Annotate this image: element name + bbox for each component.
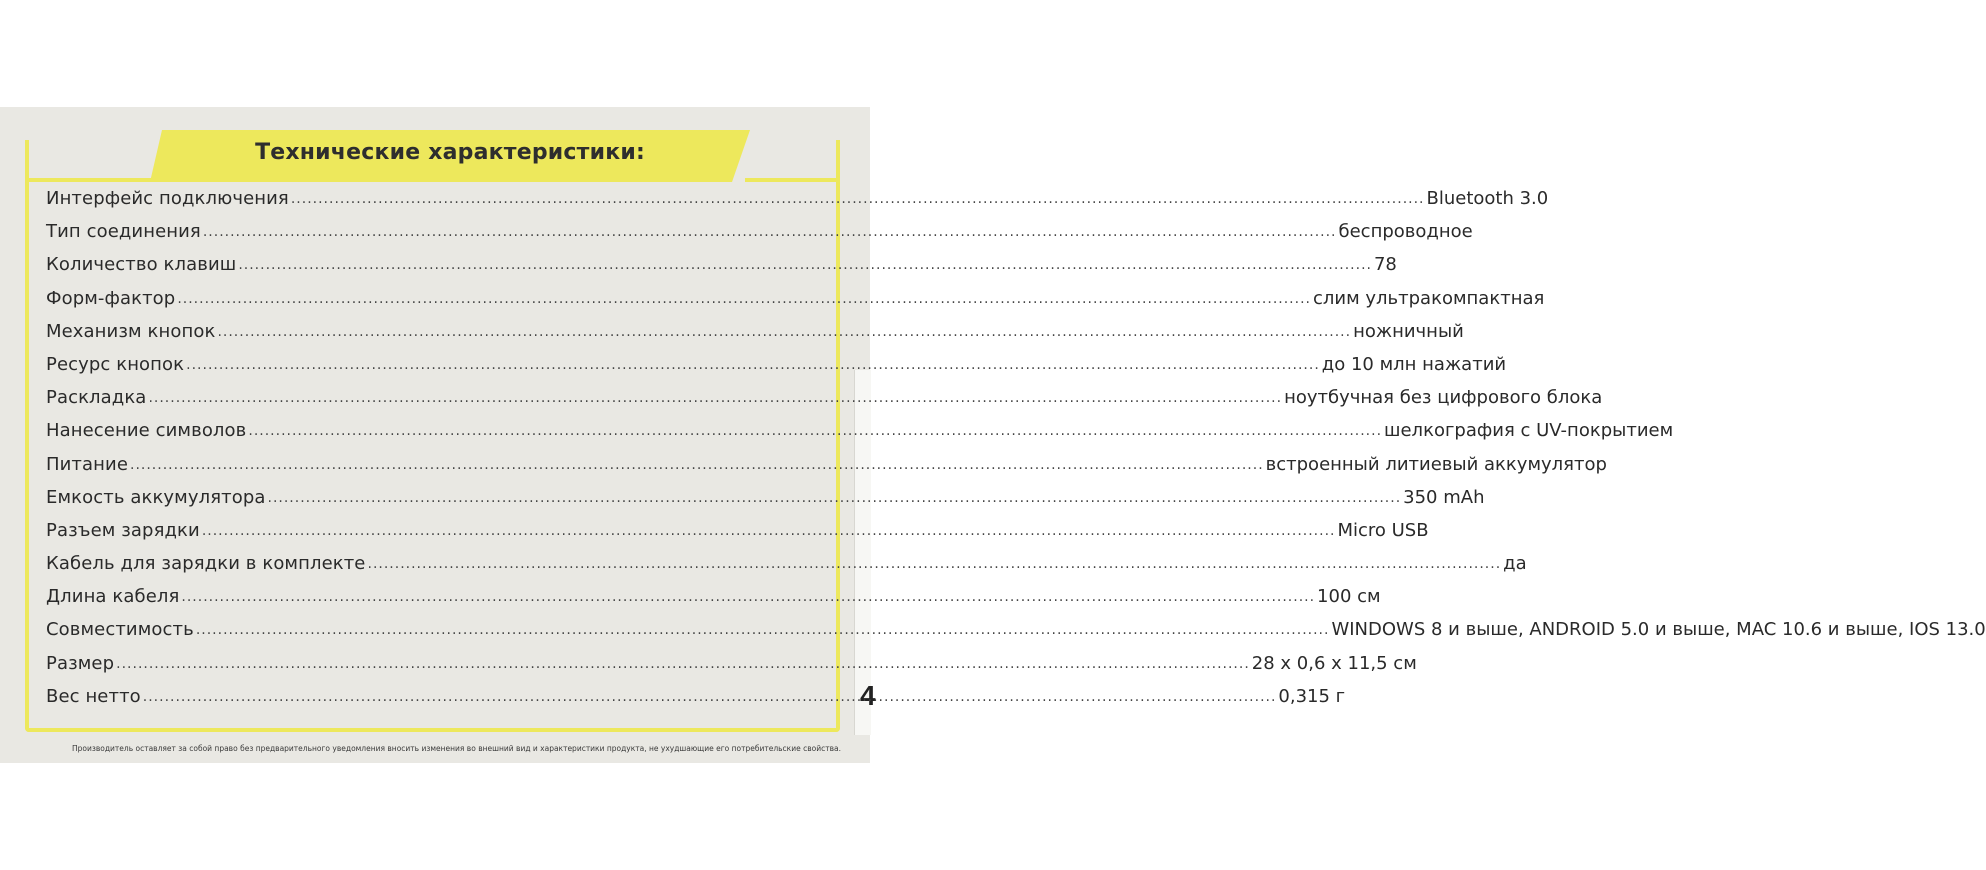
spec-label: Кабель для зарядки в комплекте: [46, 553, 366, 575]
manufacturer-disclaimer: Производитель оставляет за собой право без предварительного уведомления вносить изменения во внешний вид и характеристики продукта, не ухудшающие его потребительские свойства.: [72, 744, 841, 753]
spec-row: [46, 685, 1346, 719]
leader-dots: [186, 353, 1320, 374]
spec-list: [46, 188, 1986, 719]
spec-row: [46, 287, 1545, 321]
spec-value: ноутбучная без цифрового блока: [1284, 387, 1603, 409]
spec-value: беспроводное: [1338, 221, 1473, 243]
spec-value: 78: [1373, 254, 1397, 276]
spec-row: [46, 553, 1527, 586]
spec-value: 100 см: [1317, 586, 1381, 608]
spec-label: Совместимость: [46, 619, 194, 641]
spec-label: Питание: [46, 453, 128, 475]
leader-dots: [196, 618, 1330, 639]
spec-value: Bluetooth 3.0: [1426, 188, 1549, 209]
spec-value: слим ультракомпактная: [1312, 287, 1545, 309]
spec-label: Вес нетто: [46, 685, 141, 707]
spec-row: [46, 519, 1429, 553]
spec-value: ножничный: [1353, 320, 1464, 342]
spec-value: 350 mAh: [1403, 486, 1485, 508]
spec-row: [46, 254, 1397, 287]
leader-dots: [130, 453, 1264, 474]
spec-value: 0,315 г: [1278, 685, 1346, 707]
leader-dots: [203, 220, 1337, 241]
spec-label: Интерфейс подключения: [46, 188, 289, 209]
frame-top-right-border: [745, 178, 840, 182]
leader-dots: [181, 585, 1315, 606]
spec-row: [46, 652, 1417, 686]
spec-row: [46, 353, 1507, 387]
spec-label: Емкость аккумулятора: [46, 486, 266, 508]
spec-label: Количество клавиш: [46, 254, 237, 276]
spec-row: [46, 188, 1549, 221]
spec-row: [46, 486, 1485, 520]
leader-dots: [248, 419, 1382, 440]
frame-top-left-border: [25, 178, 155, 182]
spec-value: шелкография с UV-покрытием: [1384, 420, 1674, 442]
spec-row: [46, 221, 1473, 254]
spec-label: Механизм кнопок: [46, 320, 216, 342]
leader-dots: [116, 652, 1250, 673]
leader-dots: [368, 552, 1502, 573]
spec-label: Размер: [46, 652, 115, 674]
spec-value: встроенный литиевый аккумулятор: [1265, 453, 1607, 475]
side-mark: 4: [860, 680, 876, 711]
spec-value: да: [1503, 553, 1527, 575]
spec-label: Тип соединения: [46, 221, 201, 243]
spec-row: [46, 387, 1603, 420]
spec-label: Нанесение символов: [46, 420, 247, 442]
spec-label: Форм-фактор: [46, 287, 176, 309]
spec-row: [46, 420, 1674, 453]
spec-value: 28 x 0,6 x 11,5 см: [1251, 652, 1417, 674]
spec-label: Разъем зарядки: [46, 519, 200, 541]
spec-label: Длина кабеля: [46, 586, 180, 608]
spec-value: Micro USB: [1337, 519, 1429, 541]
leader-dots: [268, 486, 1402, 507]
spec-row: [46, 586, 1381, 619]
spec-row: [46, 320, 1464, 354]
leader-dots: [148, 386, 1282, 407]
leader-dots: [291, 187, 1425, 208]
spec-row: [46, 619, 1986, 652]
leader-dots: [238, 253, 1372, 274]
leader-dots: [177, 287, 1311, 308]
spec-label: Раскладка: [46, 387, 147, 409]
spec-title: Технические характеристики:: [255, 140, 645, 165]
leader-dots: [217, 320, 1351, 341]
spec-value: WINDOWS 8 и выше, ANDROID 5.0 и выше, MAC 10.6 и выше, IOS 13.0: [1331, 619, 1986, 641]
spec-row: [46, 453, 1607, 487]
spec-value: до 10 млн нажатий: [1321, 353, 1507, 375]
leader-dots: [143, 685, 1277, 706]
spec-label: Ресурс кнопок: [46, 353, 185, 375]
leader-dots: [202, 519, 1336, 540]
